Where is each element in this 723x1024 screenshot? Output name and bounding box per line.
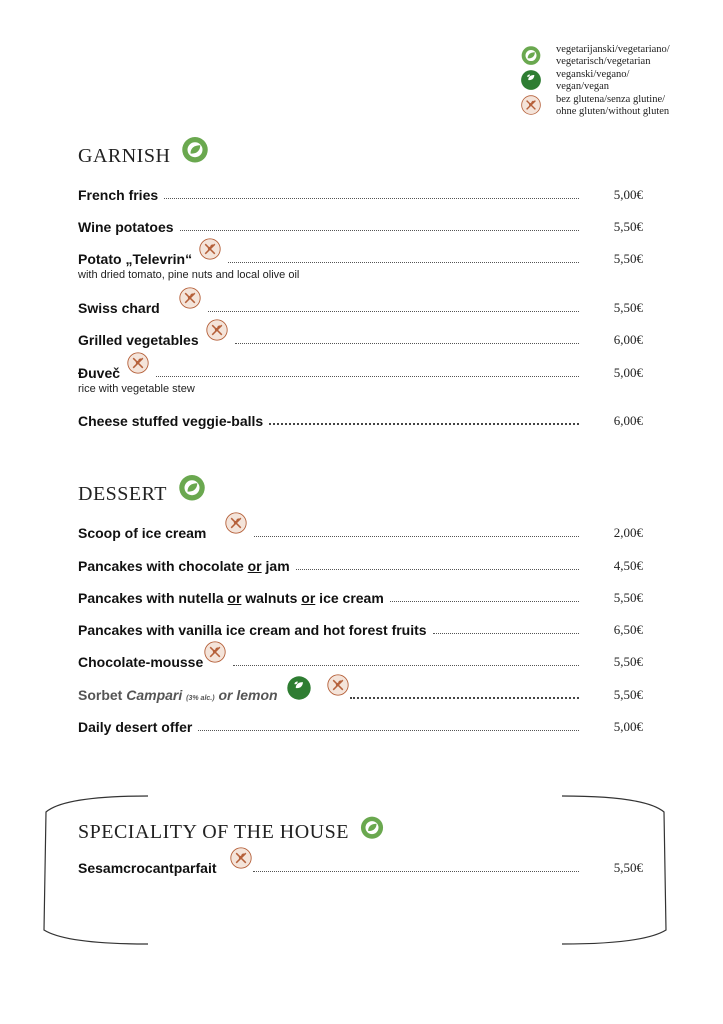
section-title-text: SPECIALITY OF THE HOUSE xyxy=(78,821,349,843)
item-name: Scoop of ice cream xyxy=(78,525,207,541)
item-price: 6,00€ xyxy=(613,413,643,428)
menu-item xyxy=(78,523,643,541)
menu-item xyxy=(78,685,643,703)
vegetarian-icon xyxy=(177,472,207,502)
vegetarian-icon xyxy=(180,134,210,164)
leader-dots xyxy=(233,665,579,666)
leader-dots xyxy=(254,536,579,537)
menu-item xyxy=(78,652,643,670)
legend-text: vegetarijanski/vegetariano/ xyxy=(556,44,670,55)
menu-item xyxy=(78,588,643,606)
menu-item xyxy=(78,298,643,316)
gluten-free-icon xyxy=(229,846,253,870)
menu-item xyxy=(78,556,643,574)
item-description: rice with vegetable stew xyxy=(78,383,195,395)
leader-dots xyxy=(269,423,579,425)
gluten-free-icon xyxy=(326,673,350,697)
item-price: 5,50€ xyxy=(613,590,643,605)
gluten-free-icon xyxy=(520,94,542,116)
item-name: Pancakes with chocolate or jam xyxy=(78,558,290,574)
leader-dots xyxy=(228,262,579,263)
leader-dots xyxy=(433,633,579,634)
menu-item xyxy=(78,363,643,395)
menu-item xyxy=(78,249,643,281)
menu-item xyxy=(78,217,643,235)
gluten-free-icon xyxy=(205,318,229,342)
item-price: 5,50€ xyxy=(613,687,643,702)
section-title-speciality xyxy=(78,818,385,844)
section-title-text: DESSERT xyxy=(78,483,167,505)
item-price: 5,50€ xyxy=(613,860,643,875)
leader-dots xyxy=(390,601,579,602)
item-name: Pancakes with nutella or walnuts or ice cream xyxy=(78,590,384,606)
item-price: 5,50€ xyxy=(613,300,643,315)
item-name: Pancakes with vanilla ice cream and hot forest fruits xyxy=(78,622,427,638)
menu-item xyxy=(78,185,643,203)
menu-item xyxy=(78,858,643,876)
section-title-garnish xyxy=(78,138,210,168)
gluten-free-icon xyxy=(126,351,150,375)
item-price: 5,00€ xyxy=(613,365,643,380)
item-name: Swiss chard xyxy=(78,300,160,316)
item-price: 5,00€ xyxy=(613,719,643,734)
item-name: Đuveč xyxy=(78,365,121,381)
vegan-icon xyxy=(286,675,312,701)
item-price: 5,50€ xyxy=(613,251,643,266)
menu-item xyxy=(78,411,643,429)
item-price: 5,50€ xyxy=(613,219,643,234)
leader-dots xyxy=(235,343,579,344)
gluten-free-icon xyxy=(178,286,202,310)
item-name: Potato „Televrin“ xyxy=(78,251,193,267)
item-name: French fries xyxy=(78,187,159,203)
leader-dots xyxy=(253,871,579,872)
item-name: Daily desert offer xyxy=(78,719,193,735)
vegetarian-icon xyxy=(520,44,542,66)
item-name: Sesamcrocantparfait xyxy=(78,860,217,876)
item-name: Cheese stuffed veggie-balls xyxy=(78,413,264,429)
item-name: Wine potatoes xyxy=(78,219,174,235)
gluten-free-icon xyxy=(224,511,248,535)
item-name: Grilled vegetables xyxy=(78,332,199,348)
item-name: Sorbet Campari (3% alc.) or lemon xyxy=(78,687,278,703)
legend-row-vegetarian xyxy=(520,44,710,67)
menu-item xyxy=(78,330,643,348)
item-price: 2,00€ xyxy=(613,525,643,540)
leader-dots xyxy=(350,697,579,699)
legend-text: ohne gluten/without gluten xyxy=(556,105,670,117)
menu-item xyxy=(78,620,643,638)
leader-dots xyxy=(208,311,579,312)
item-price: 6,50€ xyxy=(613,622,643,637)
vegetarian-icon xyxy=(359,814,385,840)
legend-text: vegan/vegan xyxy=(556,80,610,92)
item-price: 6,00€ xyxy=(613,332,643,347)
section-title-dessert xyxy=(78,476,207,506)
legend-row-gluten-free xyxy=(520,94,710,117)
leader-dots xyxy=(164,198,579,199)
vegan-icon xyxy=(520,69,542,91)
legend-row-vegan xyxy=(520,69,710,92)
legend-text: veganski/vegano/ xyxy=(556,69,630,80)
legend-text: bez glutena/senza glutine/ xyxy=(556,94,666,105)
legend xyxy=(520,44,710,119)
leader-dots xyxy=(198,730,579,731)
item-name: Chocolate-mousse xyxy=(78,654,204,670)
gluten-free-icon xyxy=(203,640,227,664)
item-price: 4,50€ xyxy=(613,558,643,573)
menu-item xyxy=(78,717,643,735)
gluten-free-icon xyxy=(198,237,222,261)
item-price: 5,50€ xyxy=(613,654,643,669)
leader-dots xyxy=(180,230,579,231)
item-description: with dried tomato, pine nuts and local olive oil xyxy=(78,269,300,281)
leader-dots xyxy=(296,569,579,570)
section-title-text: GARNISH xyxy=(78,145,171,167)
legend-text: vegetarisch/vegetarian xyxy=(556,55,651,67)
leader-dots xyxy=(156,376,579,377)
item-price: 5,00€ xyxy=(613,187,643,202)
